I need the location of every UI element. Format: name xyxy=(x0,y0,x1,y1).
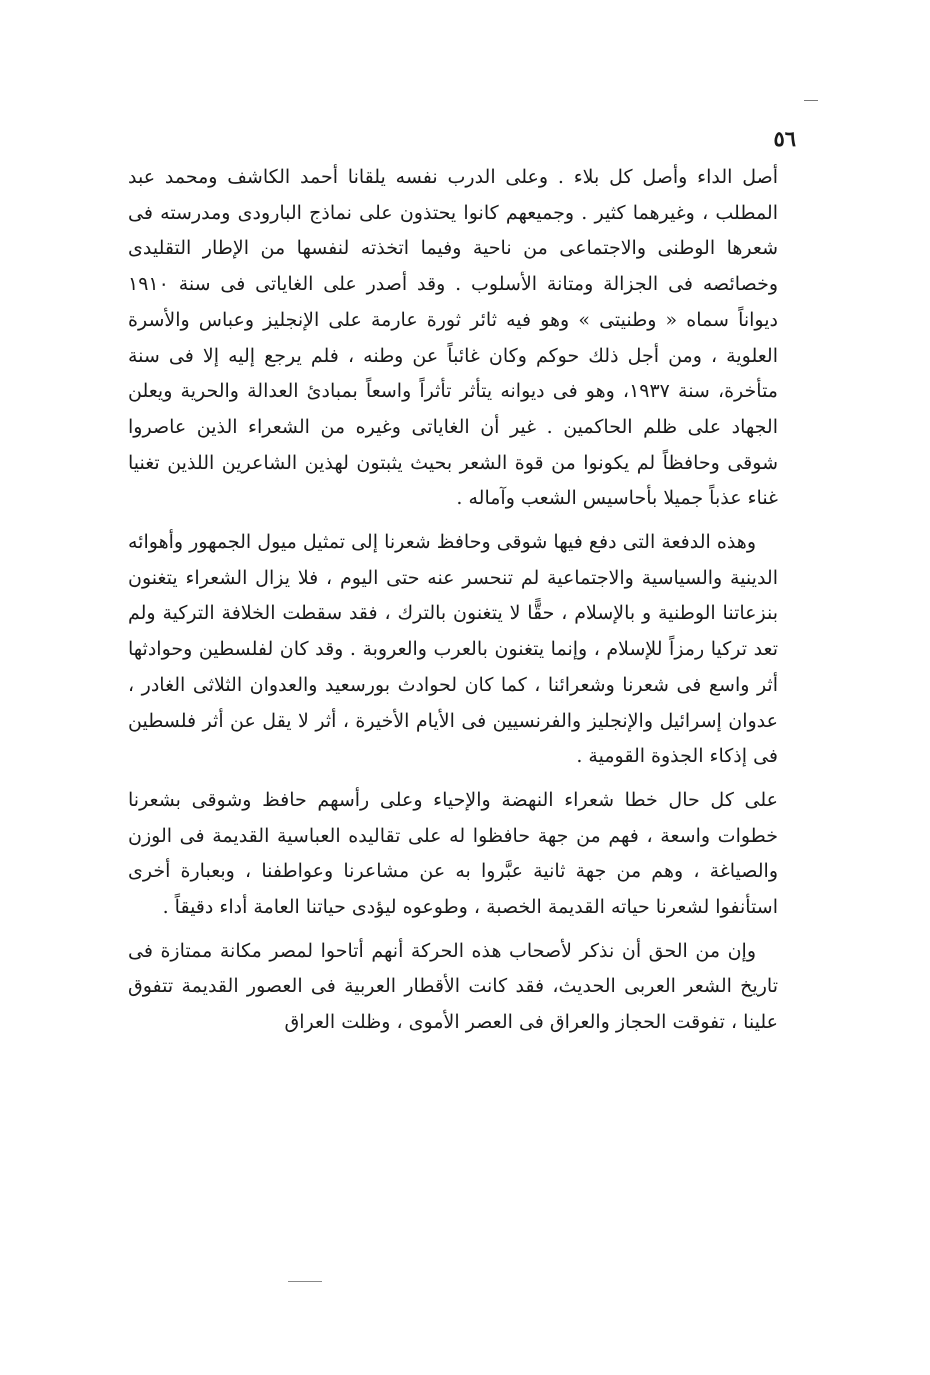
bottom-divider xyxy=(288,1281,322,1282)
page-body xyxy=(128,160,778,1041)
paragraph-3: على كل حال خطا شعراء النهضة والإحياء وعلى رأسهم حافظ وشوقى بشعرنا خطوات واسعة ، فهم من جهة حافظوا له على تقاليده العباسية القديمة فى الوزن والصياغة ، وهم من جهة ثانية عبَّروا به عن مشاعرنا وعواطفنا ، وبعبارة أخرى استأنفوا لشعرنا حياته القديمة الخصبة ، وطوعوه ليؤدى حياتنا العامة أداء دقيقاً . xyxy=(128,788,778,919)
paragraph-1: أصل الداء وأصل كل بلاء . وعلى الدرب نفسه يلقانا أحمد الكاشف ومحمد عبد المطلب ، وغيرهما كثير . وجميعهم كانوا يحتذون على نماذج البارودى ومدرسته فى شعرها الوطنى والاجتماعى من ناحية وفيما اتخذته لنفسها من الإطار التقليدى وخصائصه فى الجزالة ومتانة الأسلوب . وقد أصدر على الغاياتى فى سنة ١٩١٠ ديواناً سماه « وطنيتى » وهو فيه ثائر ثورة عارمة على الإنجليز وعباس والأسرة العلوية ، ومن أجل ذلك حوكم وكان غائباً عن وطنه ، فلم يرجع إليه إلا فى سنة متأخرة، سنة ١٩٣٧، وهو فى ديوانه يتأثر تأثراً واسعاً بمبادئ العدالة والحرية ويعلن الجهاد على ظلم الحاكمين . غير أن الغاياتى وغيره من الشعراء الذين عاصروا شوقى وحافظاً لم يكونوا من قوة الشعر بحيث يثبتون لهذين الشاعرين اللذين تغنيا غناء عذباً جميلا بأحاسيس الشعب وآماله . xyxy=(128,166,778,510)
paragraph-4: وإن من الحق أن نذكر لأصحاب هذه الحركة أنهم أتاحوا لمصر مكانة ممتازة فى تاريخ الشعر العربى الحديث، فقد كانت الأقطار العربية فى العصور القديمة تتفوق علينا ، تفوقت الحجاز والعراق فى العصر الأموى ، وظلت العراق xyxy=(128,939,778,1034)
page-number: ٥٦ xyxy=(773,126,796,151)
paragraph-2: وهذه الدفعة التى دفع فيها شوقى وحافظ شعرنا إلى تمثيل ميول الجمهور وأهوائه الدينية والسياسية والاجتماعية لم تنحسر عنه حتى اليوم ، فلا يزال الشعراء يتغنون بنزعاتنا الوطنية و بالإسلام ، حقًّا لا يتغنون بالترك ، فقد سقطت الخلافة التركية ولم تعد تركيا رمزاً للإسلام ، وإنما يتغنون بالعرب والعروبة . وقد كان لفلسطين وحوادثها أثر واسع فى شعرنا وشعرائنا ، كما كان لحوادث بورسعيد والعدوان الثلاثى الغادر ، عدوان إسرائيل والإنجليز والفرنسيين فى الأيام الأخيرة ، أثر لا يقل عن أثر فلسطين فى إذكاء الجذوة القومية . xyxy=(128,531,778,768)
top-divider xyxy=(804,100,818,101)
